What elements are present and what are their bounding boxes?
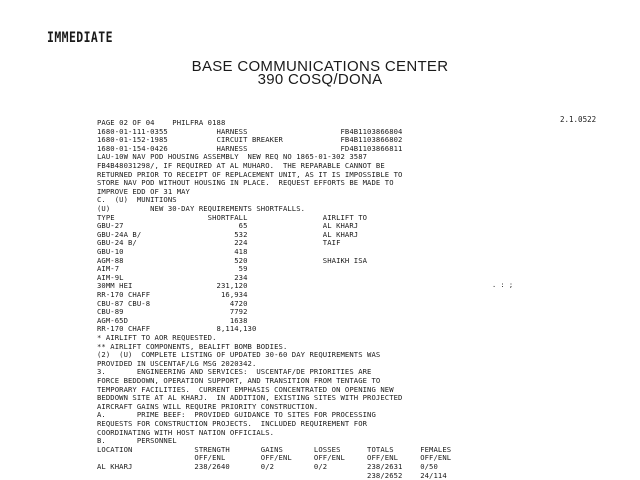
body-line: CBU-87 CBU-8 4720 [97,298,248,308]
body-line: 1680-01-111-0355 HARNESS FB4B1103866804 [97,126,403,136]
body-line: TYPE SHORTFALL AIRLIFT TO [97,212,368,222]
body-line: 1680-01-152-1985 CIRCUIT BREAKER FB4B1103866802 [97,135,403,145]
body-line: PROVIDED IN USCENTAF/LG MSG 2020342. [97,358,257,368]
body-line: TEMPORARY FACILITIES. CURRENT EMPHASIS CONCENTRATED ON OPENING NEW [97,384,394,394]
body-line: (U) NEW 30-DAY REQUIREMENTS SHORTFALLS. [97,204,306,213]
body-line: REQUESTS FOR CONSTRUCTION PROJECTS. INCLUDED REQUIREMENT FOR [97,419,368,428]
body-line: AIM-7 59 [97,264,248,274]
body-line: PAGE 02 OF 04 PHILFRA 0188 [97,118,226,127]
precedence-stamp: IMMEDIATE [47,30,113,46]
body-line: GBU-24A B/ 532 AL KHARJ [97,229,359,239]
body-line: STORE NAV POD WITHOUT HOUSING IN PLACE. REQUEST EFFORTS BE MADE TO [97,178,394,188]
body-line: A. PRIME BEEF: PROVIDED GUIDANCE TO SITES FOR PROCESSING [97,410,376,420]
body-line: 1680-01-154-0426 HARNESS FD4B1103866811 [97,143,403,153]
body-line: B. PERSONNEL [97,436,177,446]
body-line: AGM-65D 1638 [97,315,248,325]
body-line: AIRCRAFT GAINS WILL REQUIRE PRIORITY CONSTRUCTION. [97,401,319,411]
body-line: GBU-10 418 [97,247,248,256]
body-line: OFF/ENL OFF/ENL OFF/ENL OFF/ENL OFF/ENL [97,453,452,463]
body-line: LOCATION STRENGTH GAINS LOSSES TOTALS FEMALES [97,444,452,454]
reference-number: 2.1.0522 [560,115,597,124]
body-line: RR-170 CHAFF 16,934 [97,290,248,299]
body-line: FB4B48031298/, IF REQUIRED AT AL MUHARO. THE REPARABLE CANNOT BE [97,161,385,170]
body-line: BEDDOWN SITE AT AL KHARJ. IN ADDITION, EXISTING SITES WITH PROJECTED [97,393,403,403]
body-line: 3. ENGINEERING AND SERVICES: USCENTAF/DE PRIORITIES ARE [97,367,372,377]
body-line: LAU-10W NAV POD HOUSING ASSEMBLY NEW REQ NO 1865-01-302 3587 [97,152,368,162]
body-line: RR-170 CHAFF 8,114,130 [97,324,257,334]
body-line: GBU-24 B/ 224 TAIF [97,238,341,248]
body-line: (2) (U) COMPLETE LISTING OF UPDATED 30-60 DAY REQUIREMENTS WAS [97,350,381,360]
body-line: CBU-89 7792 [97,307,248,317]
margin-mark: . : ; [492,281,514,289]
header-line-2: 390 COSQ/DONA [257,71,383,88]
body-line: RETURNED PRIOR TO RECEIPT OF REPLACEMENT UNIT, AS IT IS IMPOSSIBLE TO [97,169,403,179]
body-line: IMPROVE EDD OF 31 MAY [97,186,190,196]
body-line: 238/2652 24/114 [97,470,447,480]
body-line: ** AIRLIFT COMPONENTS, BEALIFT BOMB BODIES. [97,341,288,351]
body-line: AL KHARJ 238/2640 0/2 0/2 238/2631 0/50 [97,462,438,471]
body-line: GBU-27 65 AL KHARJ [97,221,359,231]
body-line: 30MM HEI 231,120 [97,281,248,291]
body-line: C. (U) MUNITIONS [97,195,177,205]
body-line: AIM-9L 234 [97,272,248,282]
body-line: COORDINATING WITH HOST NATION OFFICIALS. [97,427,275,437]
body-line: AGM-88 520 SHAIKH ISA [97,255,368,265]
header-line-1: BASE COMMUNICATIONS CENTER [191,58,449,75]
body-line: * AIRLIFT TO AOR REQUESTED. [97,333,217,342]
body-line: FORCE BEDDOWN, OPERATION SUPPORT, AND TRANSITION FROM TENTAGE TO [97,376,381,385]
